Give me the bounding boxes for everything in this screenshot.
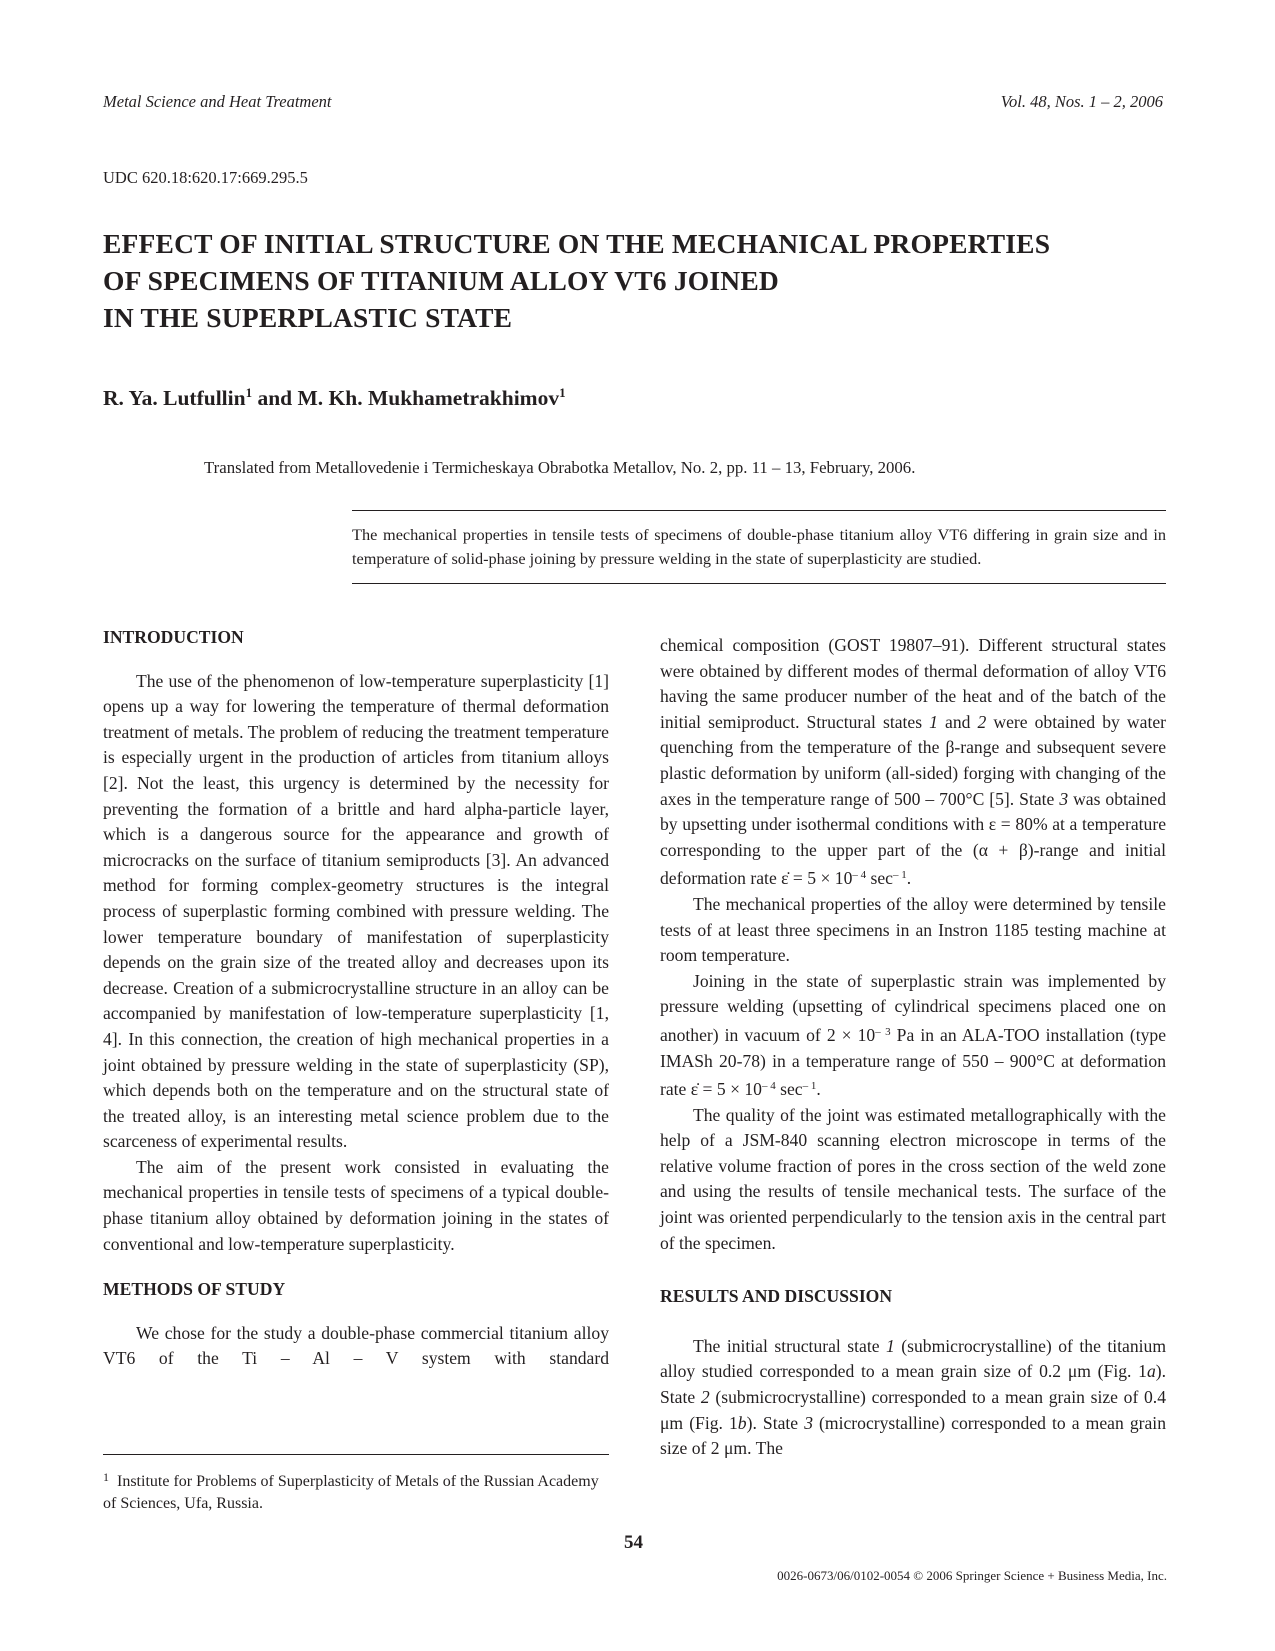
text-run: . (816, 1079, 821, 1100)
text-run: Joining in the state of superplastic strain was implemented by pressure welding (upsetting of cylindrical specimens placed one on another) in vacuum of 2 × 10 (660, 970, 1166, 1045)
journal-name: Metal Science and Heat Treatment (103, 92, 332, 111)
text-run: The initial structural state (693, 1335, 887, 1356)
paragraph: The use of the phenomenon of low-temperature superplasticity [1] opens up a way for lowering the temperature of thermal deformation treatment of metals. The problem of reducing the treatment temperature is especially urgent in the production of articles from titanium alloys [2]. Not the least, this urgency is determined by the necessity for preventing the formation of a brittle and hard alpha-particle layer, which is a dangerous source for the appearance and growth of microcracks on the surface of titanium semiproducts [3]. An advanced method for forming complex-geometry structures is the integral process of superplastic forming combined with pressure welding. The lower temperature boundary of manifestation of superplasticity depends on the grain size of the treated alloy and decreases upon its decrease. Creation of a submicrocrystalline structure in an alloy can be accompanied by manifestation of low-temperature superplasticity [1, 4]. In this connection, the creation of high mechanical properties in a joint obtained by pressure welding in the state of superplasticity (SP), which depends both on the temperature and on the structural state of the treated alloy, is an interesting metal science problem due to the scarceness of experimental results. (103, 670, 609, 1152)
affiliation-marker: 1 (245, 385, 253, 400)
text-run: ). State (746, 1412, 805, 1433)
author-conjunction: and (252, 386, 298, 411)
text-run: (submicrocrystalline) of the titanium alloy studied corresponded to a mean grain size of 0.2 μm (Fig. 1 (660, 1335, 1166, 1382)
paragraph: We chose for the study a double-phase commercial titanium alloy VT6 of the Ti – Al – V system with standard (103, 1322, 609, 1369)
exponent: – 4 (761, 1080, 776, 1093)
footnote-number: 1 (103, 1470, 109, 1484)
copyright-line: 0026-0673/06/0102-0054 © 2006 Springer Science + Business Media, Inc. (777, 1568, 1167, 1583)
title-line: EFFECT OF INITIAL STRUCTURE ON THE MECHANICAL PROPERTIES (103, 228, 1051, 259)
paper-title (103, 225, 1183, 336)
title-line: IN THE SUPERPLASTIC STATE (103, 302, 513, 333)
footnote-text: Institute for Problems of Superplasticity of Metals of the Russian Academy of Sciences, Ufa, Russia. (103, 1473, 599, 1512)
affiliation-marker: 1 (559, 385, 566, 400)
exponent: – 1 (802, 1080, 817, 1093)
author-name: R. Ya. Lutfullin (103, 386, 246, 411)
text-run: . (906, 868, 912, 889)
udc-code: UDC 620.18:620.17:669.295.5 (103, 168, 308, 187)
state-number: 1 (929, 711, 938, 732)
author-list (103, 385, 566, 411)
abstract (352, 510, 1166, 584)
exponent: – 3 (875, 1025, 891, 1038)
text-run: and (937, 711, 978, 732)
paragraph: The quality of the joint was estimated metallographically with the help of a JSM-840 scanning electron microscope in terms of the relative volume fraction of pores in the cross section of the weld zone and using the results of tensile mechanical tests. The surface of the joint was oriented perpendicularly to the tension axis in the central part of the specimen. (660, 1104, 1166, 1253)
state-number: 3 (1059, 788, 1069, 809)
state-number: 2 (977, 711, 987, 732)
state-number: 2 (700, 1387, 710, 1408)
state-number: 1 (886, 1335, 895, 1356)
section-heading-introduction: INTRODUCTION (103, 627, 244, 647)
paragraph: The aim of the present work consisted in evaluating the mechanical properties in tensile tests of specimens of a typical double-phase titanium alloy obtained by deformation joining in the states of conventional and low-temperature superplasticity. (103, 1156, 609, 1254)
text-run: sec (775, 1079, 803, 1100)
left-column (103, 625, 609, 1372)
figure-ref: a (1146, 1361, 1156, 1382)
section-heading-methods: METHODS OF STUDY (103, 1279, 286, 1300)
text-run: ). State (660, 1361, 1166, 1408)
text-run: (submicrocrystalline) corresponded to a mean grain size of 0.4 μm (Fig. 1 (660, 1387, 1167, 1433)
paragraph (660, 633, 1166, 892)
volume-info: Vol. 48, Nos. 1 – 2, 2006 (1000, 92, 1163, 111)
text-run: was obtained by upsetting under isothermal conditions with ε = 80% at a temperature corresponding to the upper part of the (α + β)-range and initial deformation rate ε̇ = 5 × 10 (660, 788, 1166, 889)
section-heading-results: RESULTS AND DISCUSSION (660, 1286, 893, 1307)
page-number: 54 (624, 1532, 643, 1553)
figure-ref: b (737, 1412, 747, 1433)
paragraph (660, 969, 1166, 1103)
right-column (660, 633, 1166, 1462)
abstract-text: The mechanical properties in tensile tests of specimens of double-phase titanium alloy VT6 differing in grain size and in temperature of solid-phase joining by pressure welding in the state of superplasticity are studied. (352, 525, 1166, 568)
text-run: sec (866, 868, 893, 889)
paragraph (660, 1334, 1166, 1462)
author-name: M. Kh. Mukhametrakhimov (297, 386, 560, 411)
footnote-rule (103, 1454, 609, 1455)
paragraph: The mechanical properties of the alloy were determined by tensile tests of at least three specimens in an Instron 1185 testing machine at room temperature. (660, 893, 1166, 966)
text-run: chemical composition (GOST 19807–91). Different structural states were obtained by different modes of thermal deformation of alloy VT6 having the same producer number of the heat and of the batch of the initial semiproduct. Structural states (660, 635, 1166, 732)
exponent: – 1 (893, 869, 907, 882)
translation-note: Translated from Metallovedenie i Termicheskaya Obrabotka Metallov, No. 2, pp. 11 – 13, February, 2006. (204, 458, 916, 477)
exponent: – 4 (852, 869, 867, 882)
text-run: were obtained by water quenching from the temperature of the β-range and subsequent severe plastic deformation by uniform (all-sided) forging with changing of the axes in the temperature range of 500 – 700°C [5]. State (660, 711, 1166, 809)
footnote (103, 1466, 609, 1515)
text-run: Pa in an ALA-TOO installation (type IMASh 20-78) in a temperature range of 550 – 900°C at deformation rate ε̇ = 5 × 10 (660, 1024, 1167, 1100)
text-run: (microcrystalline) corresponded to a mean grain size of 2 μm. The (660, 1412, 1166, 1459)
state-number: 3 (804, 1412, 813, 1433)
title-line: OF SPECIMENS OF TITANIUM ALLOY VT6 JOINED (103, 265, 779, 296)
